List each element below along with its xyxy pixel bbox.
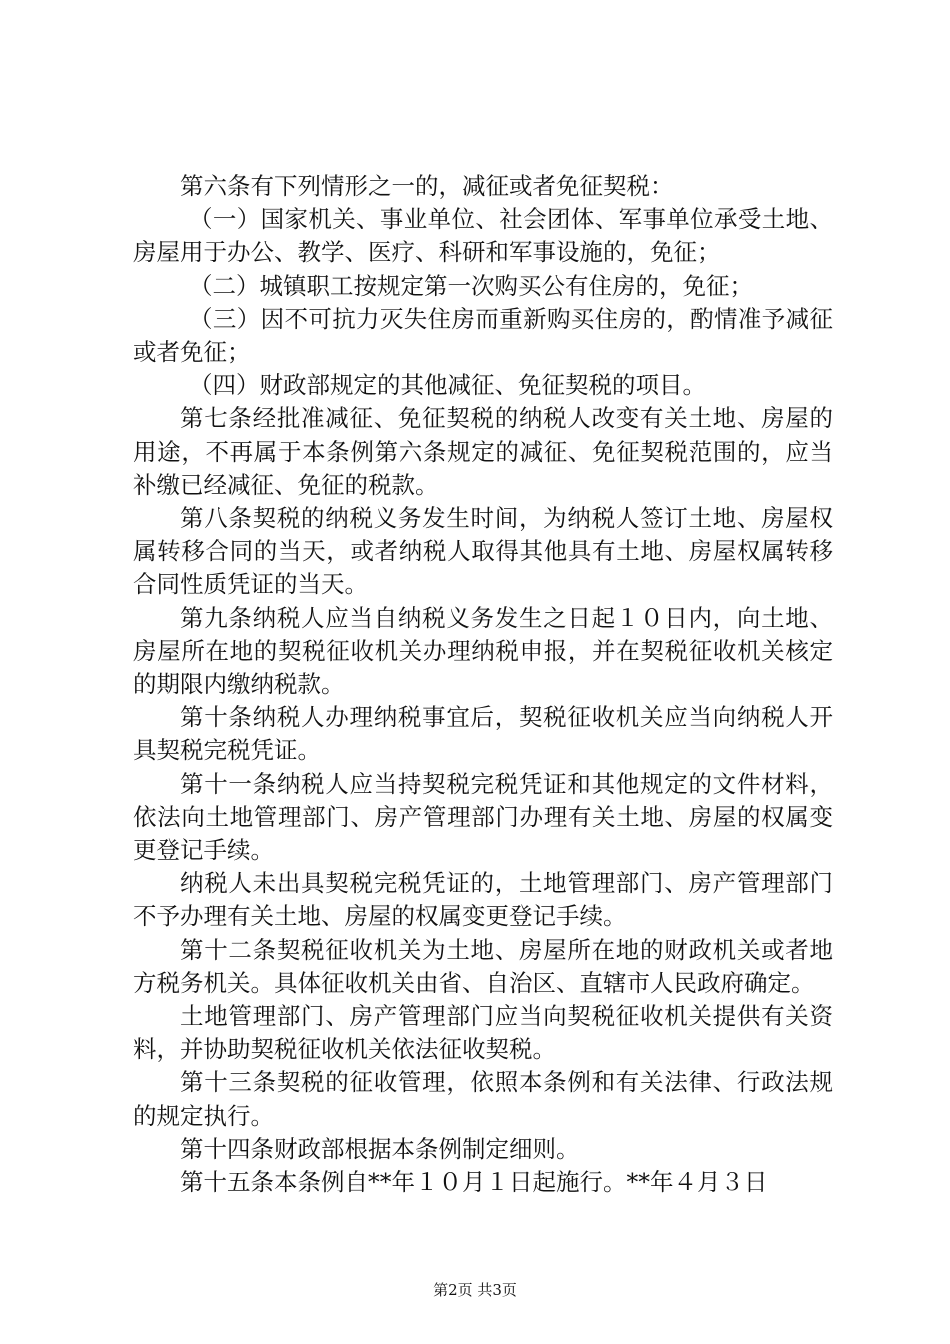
page-number: 第2页 共3页	[433, 1281, 517, 1299]
paragraph-article-12-supplement: 土地管理部门、房产管理部门应当向契税征收机关提供有关资料，并协助契税征收机关依法征收契税。	[133, 1002, 833, 1064]
paragraph-article-10: 第十条纳税人办理纳税事宜后，契税征收机关应当向纳税人开具契税完税凭证。	[133, 703, 833, 765]
paragraph-item-3: （三）因不可抗力灭失住房而重新购买住房的，酌情准予减征或者免征；	[133, 304, 833, 367]
paragraph-article-11: 第十一条纳税人应当持契税完税凭证和其他规定的文件材料，依法向土地管理部门、房产管理部门办理有关土地、房屋的权属变更登记手续。	[133, 769, 833, 865]
paragraph-item-2: （二）城镇职工按规定第一次购买公有住房的，免征；	[189, 271, 753, 300]
paragraph-article-9: 第九条纳税人应当自纳税义务发生之日起１０日内，向土地、房屋所在地的契税征收机关办理纳税申报，并在契税征收机关核定的期限内缴纳税款。	[133, 603, 833, 699]
paragraph-article-7: 第七条经批准减征、免征契税的纳税人改变有关土地、房屋的用途，不再属于本条例第六条规定的减征、免征契税范围的，应当补缴已经减征、免征的税款。	[133, 404, 833, 499]
paragraph-article-6: 第六条有下列情形之一的，减征或者免征契税：	[180, 172, 674, 200]
paragraph-article-15: 第十五条本条例自**年１０月１日起施行。**年４月３日	[180, 1168, 768, 1197]
page-footer	[0, 1280, 950, 1300]
paragraph-article-8: 第八条契税的纳税义务发生时间，为纳税人签订土地、房屋权属转移合同的当天，或者纳税人取得其他具有土地、房屋权属转移合同性质凭证的当天。	[133, 504, 833, 599]
paragraph-article-14: 第十四条财政部根据本条例制定细则。	[180, 1134, 580, 1163]
paragraph-article-13: 第十三条契税的征收管理，依照本条例和有关法律、行政法规的规定执行。	[133, 1068, 833, 1130]
paragraph-item-1: （一）国家机关、事业单位、社会团体、军事单位承受土地、房屋用于办公、教学、医疗、科研和军事设施的，免征；	[133, 205, 833, 267]
paragraph-article-12: 第十二条契税征收机关为土地、房屋所在地的财政机关或者地方税务机关。具体征收机关由省、自治区、直辖市人民政府确定。	[133, 935, 833, 997]
paragraph-item-4: （四）财政部规定的其他减征、免征契税的项目。	[189, 371, 706, 400]
paragraph-article-11-supplement: 纳税人未出具契税完税凭证的，土地管理部门、房产管理部门不予办理有关土地、房屋的权属变更登记手续。	[133, 869, 833, 931]
document-body	[133, 170, 833, 1199]
